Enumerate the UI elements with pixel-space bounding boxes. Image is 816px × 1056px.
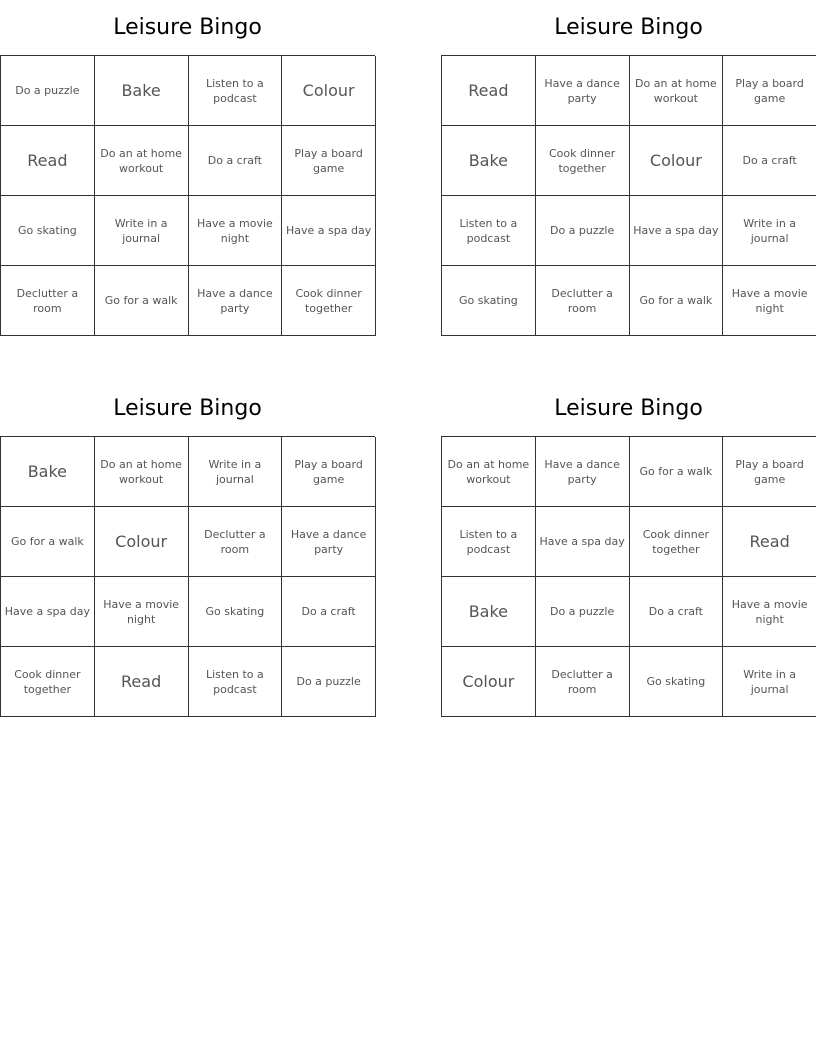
bingo-cell: Have a movie night	[723, 577, 816, 647]
bingo-card-4	[441, 381, 816, 717]
card-title: Leisure Bingo	[554, 396, 703, 421]
bingo-cell: Do a puzzle	[536, 196, 630, 266]
bingo-cell: Go for a walk	[95, 266, 189, 336]
bingo-cell: Play a board game	[282, 437, 376, 507]
bingo-grid	[441, 436, 816, 717]
bingo-cell: Colour	[442, 647, 536, 717]
bingo-cell: Declutter a room	[1, 266, 95, 336]
bingo-card-1	[0, 0, 375, 336]
bingo-cell: Go skating	[1, 196, 95, 266]
bingo-cell: Have a dance party	[282, 507, 376, 577]
bingo-cell: Do a puzzle	[536, 577, 630, 647]
bingo-cell: Listen to a podcast	[442, 507, 536, 577]
bingo-cell: Bake	[95, 56, 189, 126]
bingo-cell: Have a movie night	[723, 266, 816, 336]
bingo-cell: Cook dinner together	[1, 647, 95, 717]
bingo-cell: Declutter a room	[536, 266, 630, 336]
bingo-cell: Cook dinner together	[630, 507, 724, 577]
bingo-grid	[441, 55, 816, 336]
bingo-cell: Do a craft	[189, 126, 283, 196]
bingo-cell: Write in a journal	[723, 647, 816, 717]
bingo-cell: Have a movie night	[95, 577, 189, 647]
bingo-cell: Do a craft	[630, 577, 724, 647]
bingo-cell: Declutter a room	[189, 507, 283, 577]
bingo-cell: Colour	[630, 126, 724, 196]
bingo-cell: Listen to a podcast	[442, 196, 536, 266]
card-title: Leisure Bingo	[554, 15, 703, 40]
bingo-cell: Go skating	[189, 577, 283, 647]
bingo-cell: Read	[95, 647, 189, 717]
bingo-cell: Colour	[95, 507, 189, 577]
bingo-card-3	[0, 381, 375, 717]
bingo-cell: Have a movie night	[189, 196, 283, 266]
bingo-cell: Write in a journal	[95, 196, 189, 266]
bingo-cell: Do an at home workout	[442, 437, 536, 507]
bingo-cell: Play a board game	[723, 437, 816, 507]
bingo-cell: Do an at home workout	[630, 56, 724, 126]
bingo-cell: Bake	[442, 126, 536, 196]
bingo-cell: Have a spa day	[1, 577, 95, 647]
bingo-cell: Play a board game	[282, 126, 376, 196]
bingo-cell: Have a dance party	[536, 56, 630, 126]
bingo-cell: Go for a walk	[630, 266, 724, 336]
bingo-cell: Read	[723, 507, 816, 577]
bingo-cell: Have a dance party	[536, 437, 630, 507]
bingo-cell: Write in a journal	[723, 196, 816, 266]
bingo-cell: Go skating	[630, 647, 724, 717]
bingo-cell: Cook dinner together	[536, 126, 630, 196]
bingo-cell: Have a spa day	[282, 196, 376, 266]
bingo-cell: Declutter a room	[536, 647, 630, 717]
card-title: Leisure Bingo	[113, 396, 262, 421]
bingo-cell: Bake	[442, 577, 536, 647]
bingo-cell: Do a craft	[282, 577, 376, 647]
bingo-cell: Read	[1, 126, 95, 196]
bingo-cell: Go for a walk	[630, 437, 724, 507]
bingo-grid	[0, 436, 375, 717]
bingo-cell: Listen to a podcast	[189, 56, 283, 126]
bingo-cell: Cook dinner together	[282, 266, 376, 336]
bingo-cell: Do a puzzle	[1, 56, 95, 126]
bingo-grid	[0, 55, 375, 336]
bingo-card-2	[441, 0, 816, 336]
bingo-cell: Have a spa day	[630, 196, 724, 266]
bingo-cell: Write in a journal	[189, 437, 283, 507]
bingo-cell: Do a craft	[723, 126, 816, 196]
bingo-cell: Listen to a podcast	[189, 647, 283, 717]
bingo-cell: Have a dance party	[189, 266, 283, 336]
bingo-cell: Read	[442, 56, 536, 126]
bingo-cell: Colour	[282, 56, 376, 126]
bingo-cell: Do an at home workout	[95, 437, 189, 507]
bingo-cell: Do a puzzle	[282, 647, 376, 717]
bingo-cell: Have a spa day	[536, 507, 630, 577]
bingo-cell: Play a board game	[723, 56, 816, 126]
card-title: Leisure Bingo	[113, 15, 262, 40]
bingo-cell: Bake	[1, 437, 95, 507]
bingo-cell: Do an at home workout	[95, 126, 189, 196]
bingo-cell: Go for a walk	[1, 507, 95, 577]
bingo-cell: Go skating	[442, 266, 536, 336]
